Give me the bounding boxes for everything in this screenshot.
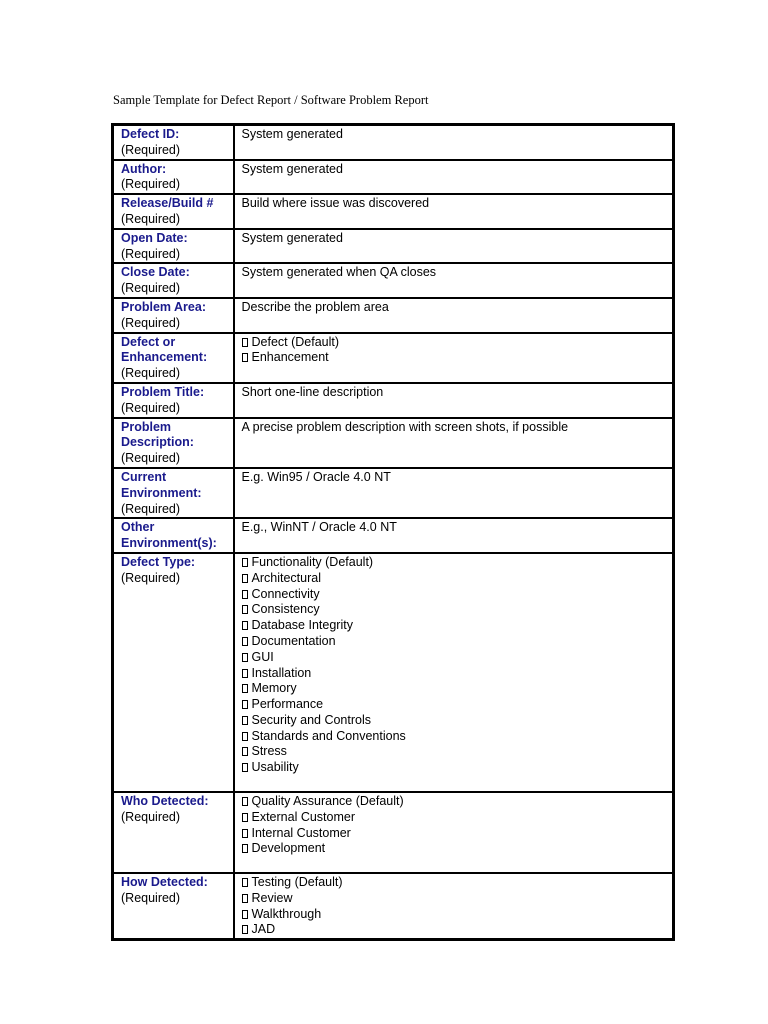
- checkbox-icon[interactable]: [242, 338, 248, 347]
- field-label-cell: [113, 333, 234, 383]
- checkbox-icon[interactable]: [242, 574, 248, 583]
- field-value: E.g. Win95 / Oracle 4.0 NT: [241, 469, 391, 484]
- option-functionality-default[interactable]: [242, 555, 667, 571]
- option-usability[interactable]: [242, 760, 667, 776]
- required-note: (Required): [121, 570, 181, 585]
- field-value-cell: [234, 518, 674, 553]
- field-label-cell: [113, 263, 234, 298]
- field-value: System generated: [241, 230, 343, 245]
- option-installation[interactable]: [242, 666, 667, 682]
- option-documentation[interactable]: [242, 634, 667, 650]
- field-value-cell: [234, 125, 674, 160]
- field-value: System generated when QA closes: [241, 265, 437, 280]
- field-label-cell: [113, 518, 234, 553]
- option-label: Connectivity: [251, 586, 320, 601]
- document-title: Sample Template for Defect Report / Software Problem Report: [113, 93, 429, 107]
- option-label: JAD: [251, 922, 276, 937]
- field-value-cell: [234, 418, 674, 468]
- option-label: Usability: [251, 760, 299, 775]
- required-note: (Required): [121, 400, 181, 415]
- field-label-cell: [113, 194, 234, 229]
- option-label: Development: [251, 841, 326, 856]
- option-testing-default[interactable]: [242, 875, 667, 891]
- checkbox-icon[interactable]: [242, 763, 248, 772]
- checkbox-icon[interactable]: [242, 732, 248, 741]
- option-security-and-controls[interactable]: [242, 713, 667, 729]
- required-note: (Required): [121, 281, 181, 296]
- table-row-defect-id: [113, 125, 674, 160]
- field-name: Defect ID:: [121, 127, 180, 141]
- required-note: (Required): [121, 246, 181, 261]
- option-label: Quality Assurance (Default): [251, 793, 404, 808]
- checkbox-icon[interactable]: [242, 797, 248, 806]
- option-stress[interactable]: [242, 744, 667, 760]
- option-jad[interactable]: [242, 922, 667, 938]
- table-row-who-detected: [113, 792, 674, 873]
- option-label: Architectural: [251, 570, 321, 585]
- checkbox-icon[interactable]: [242, 684, 248, 693]
- checkbox-icon[interactable]: [242, 558, 248, 567]
- option-defect-default[interactable]: [242, 335, 667, 351]
- field-value-cell: [234, 160, 674, 195]
- field-label-cell: [113, 383, 234, 418]
- field-value-cell: [234, 229, 674, 264]
- checkbox-icon[interactable]: [242, 653, 248, 662]
- option-enhancement[interactable]: [242, 350, 667, 366]
- field-value: A precise problem description with screen shots, if possible: [241, 419, 569, 434]
- field-label-cell: [113, 792, 234, 873]
- option-gui[interactable]: [242, 650, 667, 666]
- field-value-cell: [234, 873, 674, 940]
- checkbox-icon[interactable]: [242, 747, 248, 756]
- field-value: System generated: [241, 161, 343, 176]
- option-label: Consistency: [251, 602, 320, 617]
- field-value-cell: [234, 553, 674, 792]
- field-value: System generated: [241, 127, 343, 141]
- option-label: Enhancement: [251, 350, 329, 365]
- required-note: (Required): [121, 142, 181, 157]
- checkbox-icon[interactable]: [242, 590, 248, 599]
- option-quality-assurance-default[interactable]: [242, 794, 667, 810]
- field-name: Other Environment(s):: [121, 520, 217, 551]
- checkbox-icon[interactable]: [242, 844, 248, 853]
- field-value: Describe the problem area: [241, 299, 389, 314]
- table-row-how-detected: [113, 873, 674, 940]
- option-internal-customer[interactable]: [242, 826, 667, 842]
- table-row-open-date: [113, 229, 674, 264]
- field-label-cell: [113, 468, 234, 518]
- option-architectural[interactable]: [242, 571, 667, 587]
- checkbox-icon[interactable]: [242, 910, 248, 919]
- option-label: Memory: [251, 681, 297, 696]
- checkbox-icon[interactable]: [242, 621, 248, 630]
- option-label: Internal Customer: [251, 825, 351, 840]
- option-performance[interactable]: [242, 697, 667, 713]
- field-name: Problem Title:: [121, 384, 205, 399]
- table-row-defect-type: [113, 553, 674, 792]
- field-label-cell: [113, 418, 234, 468]
- field-name: How Detected:: [121, 874, 208, 889]
- table-row-defect-or-enhancement: [113, 333, 674, 383]
- option-label: Functionality (Default): [251, 554, 374, 569]
- required-note: (Required): [121, 211, 181, 226]
- required-note: (Required): [121, 315, 181, 330]
- option-database-integrity[interactable]: [242, 618, 667, 634]
- checkbox-icon[interactable]: [242, 605, 248, 614]
- field-name: Problem Description:: [121, 419, 194, 450]
- table-row-author: [113, 160, 674, 195]
- field-value: Build where issue was discovered: [241, 196, 430, 211]
- option-label: Review: [251, 890, 293, 905]
- required-note: (Required): [121, 177, 181, 192]
- defect-report-table: [111, 123, 675, 941]
- option-label: Documentation: [251, 633, 336, 648]
- option-label: Testing (Default): [251, 874, 343, 889]
- field-value-cell: [234, 298, 674, 333]
- field-value: E.g., WinNT / Oracle 4.0 NT: [241, 520, 397, 535]
- table-row-problem-description: [113, 418, 674, 468]
- checkbox-icon[interactable]: [242, 700, 248, 709]
- option-label: External Customer: [251, 809, 356, 824]
- table-row-problem-area: [113, 298, 674, 333]
- option-label: Defect (Default): [251, 334, 340, 349]
- option-memory[interactable]: [242, 681, 667, 697]
- field-name: Defect or Enhancement:: [121, 334, 208, 365]
- field-name: Close Date:: [121, 265, 190, 280]
- table-row-close-date: [113, 263, 674, 298]
- option-label: Walkthrough: [251, 906, 322, 921]
- field-name: Defect Type:: [121, 554, 196, 569]
- required-note: (Required): [121, 451, 181, 466]
- field-name: Problem Area:: [121, 299, 206, 314]
- checkbox-icon[interactable]: [242, 353, 248, 362]
- field-name: Open Date:: [121, 230, 188, 245]
- required-note: (Required): [121, 809, 181, 824]
- option-label: Performance: [251, 697, 324, 712]
- option-label: Stress: [251, 744, 287, 759]
- option-consistency[interactable]: [242, 602, 667, 618]
- field-name: Release/Build #: [121, 196, 214, 211]
- field-label-cell: [113, 298, 234, 333]
- field-name: Who Detected:: [121, 793, 209, 808]
- field-value-cell: [234, 194, 674, 229]
- field-label-cell: [113, 229, 234, 264]
- field-name: Current Environment:: [121, 469, 202, 500]
- checkbox-icon[interactable]: [242, 894, 248, 903]
- option-connectivity[interactable]: [242, 587, 667, 603]
- table-row-other-environment-s: [113, 518, 674, 553]
- table-row-release-build: [113, 194, 674, 229]
- checkbox-icon[interactable]: [242, 925, 248, 934]
- field-value-cell: [234, 263, 674, 298]
- option-external-customer[interactable]: [242, 810, 667, 826]
- field-value-cell: [234, 792, 674, 873]
- checkbox-icon[interactable]: [242, 829, 248, 838]
- option-label: Installation: [251, 665, 312, 680]
- option-label: Security and Controls: [251, 712, 372, 727]
- field-label-cell: [113, 160, 234, 195]
- field-label-cell: [113, 553, 234, 792]
- option-label: Database Integrity: [251, 618, 353, 633]
- field-value: Short one-line description: [241, 384, 384, 399]
- field-value-cell: [234, 383, 674, 418]
- checkbox-icon[interactable]: [242, 716, 248, 725]
- field-label-cell: [113, 125, 234, 160]
- required-note: (Required): [121, 890, 181, 905]
- field-name: Author:: [121, 161, 167, 176]
- table-row-problem-title: [113, 383, 674, 418]
- option-standards-and-conventions[interactable]: [242, 729, 667, 745]
- option-label: Standards and Conventions: [251, 728, 406, 743]
- checkbox-icon[interactable]: [242, 637, 248, 646]
- checkbox-icon[interactable]: [242, 813, 248, 822]
- option-walkthrough[interactable]: [242, 907, 667, 923]
- field-label-cell: [113, 873, 234, 940]
- required-note: (Required): [121, 501, 181, 516]
- field-value-cell: [234, 333, 674, 383]
- required-note: (Required): [121, 366, 181, 381]
- field-value-cell: [234, 468, 674, 518]
- option-review[interactable]: [242, 891, 667, 907]
- checkbox-icon[interactable]: [242, 878, 248, 887]
- checkbox-icon[interactable]: [242, 669, 248, 678]
- option-label: GUI: [251, 649, 274, 664]
- table-row-current-environment: [113, 468, 674, 518]
- option-development[interactable]: [242, 841, 667, 857]
